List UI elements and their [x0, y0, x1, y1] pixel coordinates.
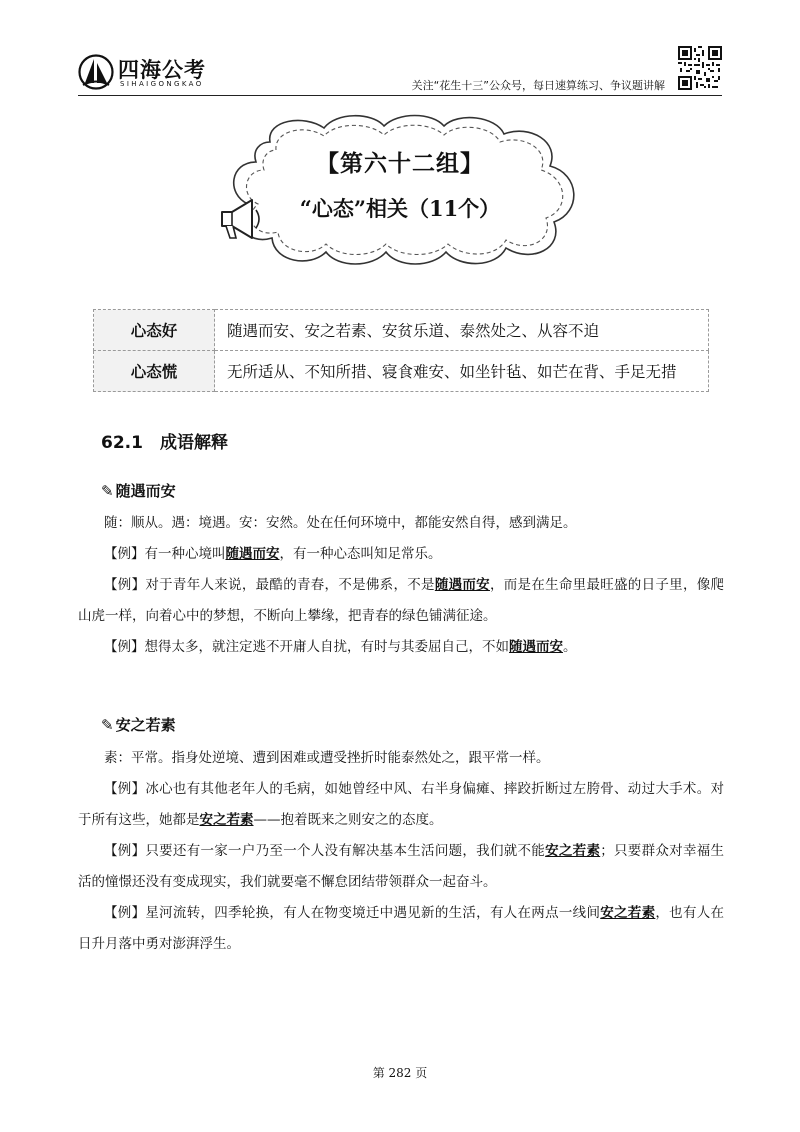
logo	[78, 52, 248, 94]
table-row	[94, 310, 709, 351]
page-header	[0, 0, 800, 100]
logo-subtext: SIHAIGONGKAO	[120, 80, 204, 88]
example-text: 【例】对于青年人来说，最酷的青春，不是佛系，不是	[104, 577, 435, 593]
table-row	[94, 351, 709, 392]
definition: 随：顺从。遇：境遇。安：安然。处在任何环境中，都能安然自得，感到满足。	[104, 515, 577, 531]
example	[78, 898, 724, 960]
section-heading: 62.1 成语解释	[101, 433, 228, 453]
example-text: 【例】星河流转，四季轮换，有人在物变境迁中遇见新的生活，有人在两点一线间	[104, 905, 601, 921]
pencil-icon: ✎	[101, 482, 114, 500]
example-text: ；只要群众对幸福生活的憧憬还没有变成现实，我们就要毫不懈怠团结带领群众一起奋斗。	[78, 843, 725, 890]
idiom-body	[78, 508, 724, 663]
example-text: 【例】有一种心境叫	[104, 546, 226, 562]
example	[78, 836, 724, 898]
idiom-name: 随遇而安	[115, 482, 176, 500]
example-keyword: 安之若素	[600, 905, 656, 921]
example-keyword: 安之若素	[545, 843, 601, 859]
example-text: ，而是在生命里最旺盛的日子里，像爬山虎一样，向着心中的梦想，不断向上攀缘，把青春的绿色铺满征途。	[78, 577, 725, 624]
idiom-heading	[101, 480, 176, 501]
title-cloud-frame	[208, 108, 592, 268]
definition: 素：平常。指身处逆境、遭到困难或遭受挫折时能泰然处之，跟平常一样。	[104, 750, 550, 766]
example-text: 【例】想得太多，就注定逃不开庸人自扰，有时与其委屈自己，不如	[104, 639, 509, 655]
idiom-body	[78, 743, 724, 960]
table-row-value: 随遇而安、安之若素、安贫乐道、泰然处之、从容不迫	[215, 310, 709, 351]
example-keyword: 安之若素	[199, 812, 254, 828]
header-divider	[78, 95, 722, 96]
example	[78, 570, 724, 632]
example-text: 。	[563, 639, 577, 655]
example	[78, 539, 724, 570]
example-keyword: 随遇而安	[434, 577, 490, 593]
idiom-heading	[101, 714, 176, 735]
table-row-label: 心态好	[94, 310, 215, 351]
sailboat-logo-icon	[78, 54, 114, 90]
example-text: 【例】只要还有一家一户乃至一个人没有解决基本生活问题，我们就不能	[104, 843, 546, 859]
logo-text: 四海公考	[118, 58, 206, 82]
pencil-icon: ✎	[101, 716, 114, 734]
group-title: 【第六十二组】	[316, 150, 484, 177]
example-text: ——抱着既来之则安之的态度。	[253, 812, 443, 828]
example-text: 【例】冰心也有其他老年人的毛病，如她曾经中风、右半身偏瘫、摔跤折断过左胯骨、动过大手术。对于所有这些，她都是	[78, 781, 724, 828]
table-row-value: 无所适从、不知所措、寝食难安、如坐针毡、如芒在背、手足无措	[215, 351, 709, 392]
example-keyword: 随遇而安	[509, 639, 563, 655]
summary-table	[93, 309, 709, 392]
example	[78, 632, 724, 663]
example-text: ，也有人在日升月落中勇对澎湃浮生。	[78, 905, 725, 952]
qr-code-icon[interactable]	[678, 46, 722, 90]
example	[78, 774, 724, 836]
example-keyword: 随遇而安	[225, 546, 280, 562]
idiom-name: 安之若素	[115, 716, 176, 734]
header-slogan: 关注“花生十三”公众号，每日速算练习、争议题讲解	[411, 79, 665, 92]
group-subtitle: “心态”相关（11个）	[299, 196, 501, 221]
example-text: ，有一种心态叫知足常乐。	[279, 546, 442, 562]
page-number: 第 282 页	[372, 1066, 428, 1080]
table-row-label: 心态慌	[94, 351, 215, 392]
